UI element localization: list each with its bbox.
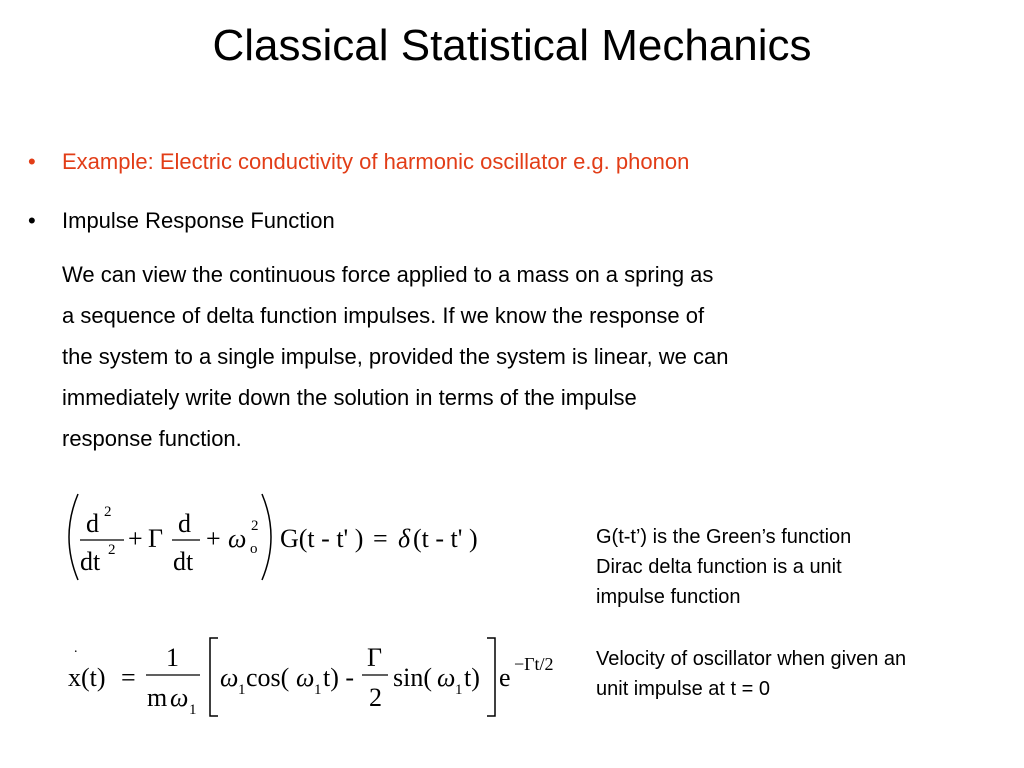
bullet-marker: •: [28, 208, 36, 233]
eq2-sub1b: 1: [314, 682, 322, 698]
eq1-superscript-2: 2: [104, 504, 112, 520]
greens-function-note: [596, 522, 851, 612]
eq1-plus-2: +: [206, 524, 221, 553]
eq1-delta: δ: [398, 524, 411, 553]
eq1-d-numerator: d: [86, 509, 99, 538]
bullet-text: Impulse Response Function: [62, 208, 335, 233]
eq2-m: m: [147, 683, 168, 712]
eq2-e: e: [499, 663, 511, 692]
eq2-one: 1: [166, 643, 179, 672]
velocity-note: [596, 644, 906, 704]
eq2-two: 2: [369, 683, 382, 712]
eq1-plus: +: [128, 524, 143, 553]
bullet-marker: •: [28, 149, 36, 174]
note-line: Velocity of oscillator when given an: [596, 648, 907, 670]
eq2-sub1c: 1: [455, 682, 463, 698]
equation-velocity: [68, 638, 554, 718]
eq1-dt-denominator-2: dt: [173, 547, 194, 576]
paragraph-line: the system to a single impulse, provided the system is linear, we can: [62, 344, 729, 369]
note-line: impulse function: [596, 586, 741, 608]
eq1-green-function: G(t - t' ): [280, 524, 364, 553]
left-bracket: [210, 638, 218, 716]
left-paren: [69, 494, 78, 580]
eq1-superscript-2b: 2: [251, 518, 259, 534]
paragraph-line: response function.: [62, 426, 242, 451]
eq1-equals: =: [373, 524, 388, 553]
eq2-omega-b: ω: [296, 663, 315, 692]
eq2-lhs: x(t): [68, 663, 106, 692]
eq2-t-close: t): [464, 663, 480, 692]
eq1-subscript-o: o: [250, 541, 258, 557]
eq1-gamma: Γ: [148, 524, 164, 553]
note-line: unit impulse at t = 0: [596, 678, 770, 700]
eq2-equals: =: [121, 663, 136, 692]
eq1-delta-argument: (t - t' ): [413, 524, 478, 553]
eq2-gamma: Γ: [367, 643, 383, 672]
bullet-text: Example: Electric conductivity of harmonic oscillator e.g. phonon: [62, 149, 690, 174]
eq2-omega: ω: [170, 683, 189, 712]
slide-title: Classical Statistical Mechanics: [212, 21, 812, 70]
eq2-cos: cos(: [246, 663, 290, 692]
eq1-dt-denominator: dt: [80, 547, 101, 576]
note-line: G(t-t’) is the Green’s function: [596, 526, 852, 548]
right-bracket: [487, 638, 495, 716]
eq2-exponent: −Γt/2: [514, 654, 554, 674]
eq1-omega: ω: [228, 524, 247, 553]
note-line: Dirac delta function is a unit: [596, 556, 842, 578]
eq2-dot: .: [74, 641, 78, 656]
eq2-t-minus: t) -: [323, 663, 355, 692]
paragraph-line: We can view the continuous force applied to a mass on a spring as: [62, 262, 714, 287]
eq2-sin: sin(: [393, 663, 432, 692]
eq1-superscript-2: 2: [108, 542, 116, 558]
right-paren: [262, 494, 271, 580]
eq2-omega-a: ω: [220, 663, 239, 692]
paragraph-line: a sequence of delta function impulses. If we know the response of: [62, 303, 705, 328]
eq1-d-numerator-2: d: [178, 509, 191, 538]
eq2-sub1: 1: [189, 702, 197, 718]
equation-greens-function: [69, 494, 478, 580]
eq2-omega-c: ω: [437, 663, 456, 692]
paragraph-line: immediately write down the solution in terms of the impulse: [62, 385, 637, 410]
eq2-sub1a: 1: [238, 682, 246, 698]
